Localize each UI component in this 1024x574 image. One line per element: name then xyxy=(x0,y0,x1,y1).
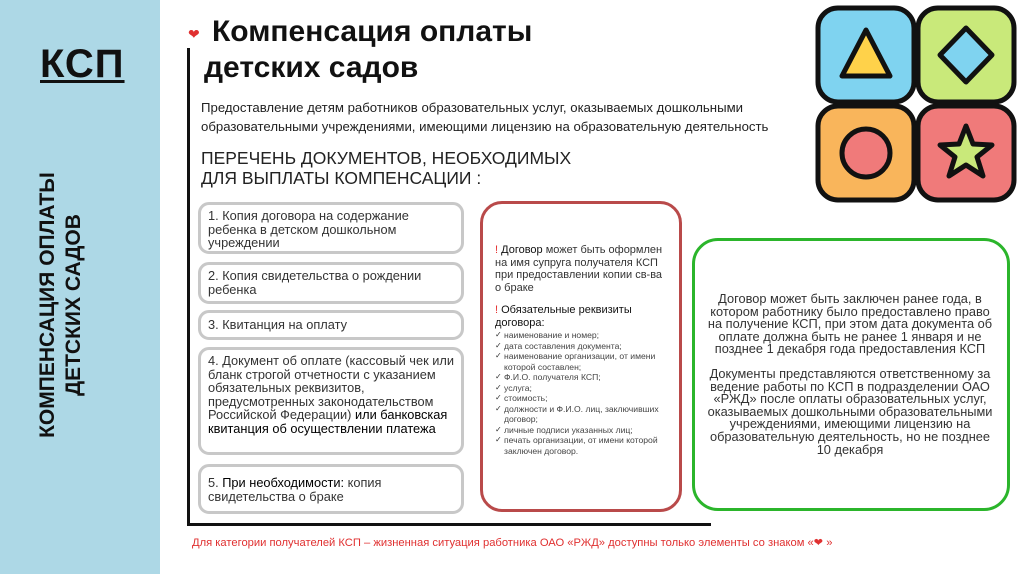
ksp-abbreviation: КСП xyxy=(40,42,125,86)
requisite-item: ✓ услуга; xyxy=(495,383,669,394)
requisite-item: ✓ наименование организации, от имени которой составлен; xyxy=(495,351,669,372)
deadline-note-paragraph-2: Документы представляются ответственному за ведение работы по КСП в подразделении ОАО «РЖД» после оплаты образовательных услуг, оказываемых дошкольными образовательными учреждениями, имеющими лицензию на образовательную деятельность, но не позднее 10 декабря xyxy=(707,365,993,457)
requisite-item: ✓ должности и Ф.И.О. лиц, заключивших договор; xyxy=(495,404,669,425)
sidebar xyxy=(0,0,160,574)
circle-icon xyxy=(842,129,890,177)
requisite-item: ✓ стоимость; xyxy=(495,393,669,404)
vertical-title xyxy=(35,105,105,505)
documents-heading xyxy=(201,148,621,188)
requisite-item: ✓ Ф.И.О. получателя КСП; xyxy=(495,372,669,383)
document-item-3 xyxy=(198,310,464,340)
contract-note xyxy=(495,244,669,294)
deadline-note-box xyxy=(692,238,1010,511)
subtitle: Предоставление детям работников образовательных услуг, оказываемых дошкольными образовательными учреждениями, имеющими лицензию на образовательную деятельность xyxy=(201,100,769,134)
contract-note-box xyxy=(480,201,682,512)
horizontal-divider xyxy=(187,523,711,526)
vertical-divider xyxy=(187,48,190,526)
requisite-item: ✓ дата составления документа; xyxy=(495,341,669,352)
page-title-line1: Компенсация оплаты xyxy=(212,15,533,48)
footer-note xyxy=(192,536,952,549)
page-title xyxy=(204,14,533,86)
requisites-title xyxy=(495,304,669,329)
document-item-2 xyxy=(198,262,464,304)
document-item-1 xyxy=(198,202,464,254)
document-item-text: 4. Документ об оплате (кассовый чек или бланк строгой отчетности с указанием обязательных реквизитов, предусмотренных законодательством Российской Федерации) xyxy=(208,353,455,422)
requisite-item: ✓ наименование и номер; xyxy=(495,330,669,341)
document-item-4 xyxy=(198,347,464,455)
document-item-text: 1. Копия договора на содержание ребенка в детском дошкольном учреждении xyxy=(208,208,409,250)
documents-heading-line1: ПЕРЕЧЕНЬ ДОКУМЕНТОВ, НЕОБХОДИМЫХ xyxy=(201,148,572,168)
requisite-item: ✓ печать организации, от имени которой заключен договор. xyxy=(495,435,669,456)
footer-note-end: » xyxy=(823,537,833,549)
contract-note-text: может быть оформлен на имя супруга получателя КСП при предоставлении копии св-ва о браке xyxy=(495,244,663,294)
heart-icon: ❤ xyxy=(813,537,824,549)
document-item-text: копия свидетельства о браке xyxy=(208,475,382,504)
contract-note-bold: Договор xyxy=(501,244,543,256)
requisites-list xyxy=(495,330,669,456)
document-item-text: 2. Копия свидетельства о рождении ребенка xyxy=(208,268,422,297)
vertical-title-line2: ДЕТСКИХ САДОВ xyxy=(62,214,85,396)
deadline-note-paragraph-1: Договор может быть заключен ранее года, в котором работнику было предоставлено право на получение КСП, при этом дата документа об оплате должна быть не ранее 1 января и не позднее 1 декабря года предоставления КСП xyxy=(707,291,993,357)
heart-icon: ❤ xyxy=(188,26,200,42)
footer-note-text: Для категории получателей КСП – жизненная ситуация работника ОАО «РЖД» доступны только элементы со знаком « xyxy=(192,537,814,549)
document-item-text: 3. Квитанция на оплату xyxy=(208,317,347,332)
requisites-title-text: Обязательные реквизиты договора: xyxy=(495,304,632,329)
shapes-illustration xyxy=(814,4,1019,204)
exclamation-mark: ! xyxy=(495,304,499,316)
document-item-emphasis: При необходимости: xyxy=(222,475,345,490)
vertical-title-line1: КОМПЕНСАЦИЯ ОПЛАТЫ xyxy=(36,172,59,438)
requisite-item: ✓ личные подписи указанных лиц; xyxy=(495,425,669,436)
documents-heading-line2: ДЛЯ ВЫПЛАТЫ КОМПЕНСАЦИИ : xyxy=(201,168,482,188)
document-item-prefix: 5. xyxy=(208,475,223,490)
exclamation-mark: ! xyxy=(495,244,499,256)
document-item-emphasis: или банковская квитанция об осуществлении платежа xyxy=(208,407,448,436)
document-item-5 xyxy=(198,464,464,514)
page-title-line2: детских садов xyxy=(204,51,419,84)
